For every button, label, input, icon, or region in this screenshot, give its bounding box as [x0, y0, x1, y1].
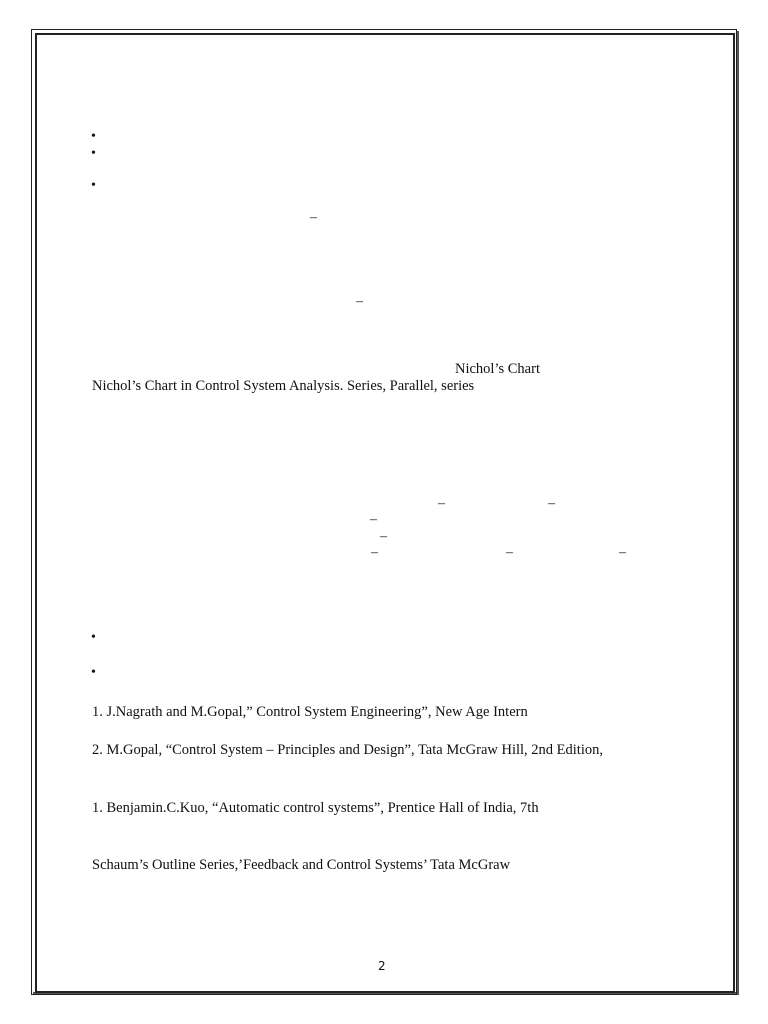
- text-book-item: 1. J.Nagrath and M.Gopal,” Control System Engineering”, New Age Intern: [92, 704, 528, 720]
- dash-mark: –: [548, 496, 555, 511]
- bullet: •: [91, 178, 96, 193]
- dash-mark: –: [380, 529, 387, 544]
- dash-mark: –: [438, 496, 445, 511]
- page-number: 2: [378, 959, 386, 973]
- reference-item: 1. Benjamin.C.Kuo, “Automatic control systems”, Prentice Hall of India, 7th: [92, 800, 539, 816]
- bullet: •: [91, 146, 96, 161]
- dash-mark: –: [370, 512, 377, 527]
- dash-mark: –: [371, 545, 378, 560]
- nichols-chart-heading: Nichol’s Chart: [455, 361, 540, 377]
- page-border-inner: [35, 33, 735, 993]
- syllabus-line: Nichol’s Chart in Control System Analysis. Series, Parallel, series: [92, 378, 475, 394]
- bullet: •: [91, 665, 96, 680]
- reference-item: Schaum’s Outline Series,’Feedback and Control Systems’ Tata McGraw: [92, 857, 511, 873]
- bullet: •: [91, 630, 96, 645]
- dash-mark: –: [619, 545, 626, 560]
- dash-mark: –: [506, 545, 513, 560]
- bullet: •: [91, 129, 96, 144]
- dash-mark: –: [356, 294, 363, 309]
- text-book-item: 2. M.Gopal, “Control System – Principles and Design”, Tata McGraw Hill, 2nd Edition,: [92, 742, 603, 758]
- dash-mark: –: [310, 210, 317, 225]
